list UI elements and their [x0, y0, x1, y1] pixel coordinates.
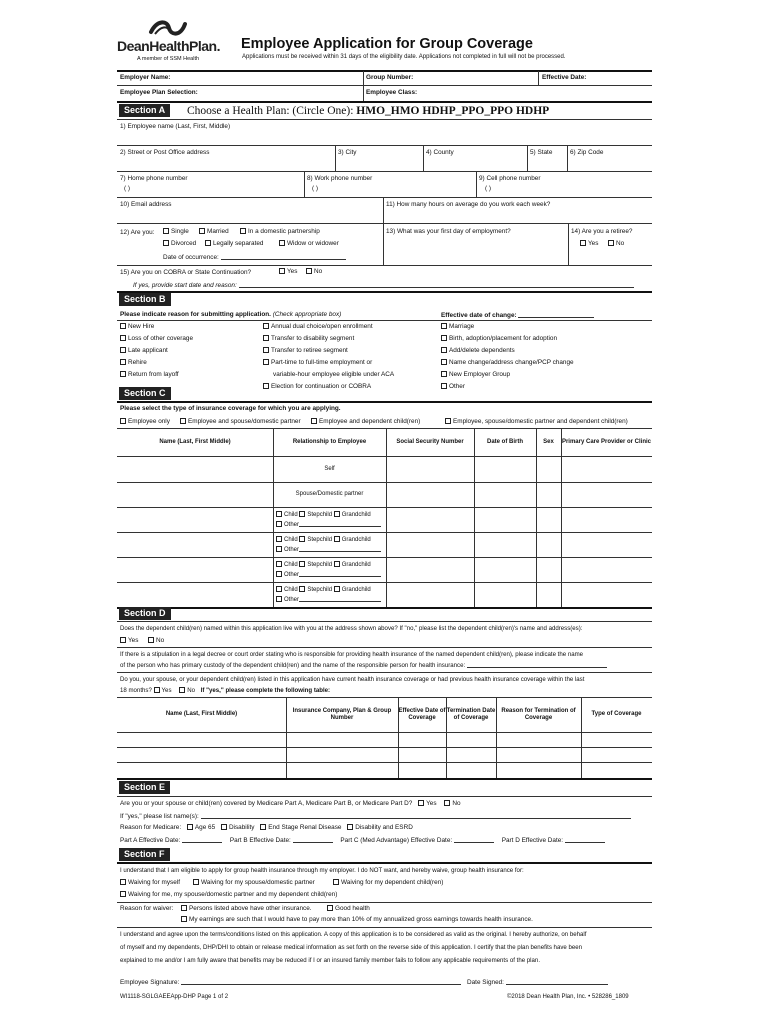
- retiree-no-label: No: [616, 240, 625, 247]
- occurrence-label: Date of occurrence:: [163, 254, 219, 261]
- prior-col-effective: Effective Date of Coverage: [398, 707, 446, 721]
- disability-checkbox[interactable]: [221, 824, 255, 831]
- medicare-yes-label: Yes: [426, 800, 437, 807]
- married-label: Married: [207, 228, 229, 235]
- prior-col-type: Type of Coverage: [591, 711, 642, 718]
- col-dob: Date of Birth: [487, 438, 523, 445]
- medicare-names-label: If "yes," please list name(s):: [120, 813, 199, 820]
- reason-return-layoff[interactable]: [120, 371, 179, 379]
- reason-cobra[interactable]: [263, 383, 371, 391]
- waiver-children[interactable]: [333, 879, 443, 887]
- reason-retiree-label: Transfer to retiree segment: [271, 347, 348, 354]
- home-phone-area: ( ): [124, 185, 131, 192]
- reason-rehire-label: Rehire: [128, 359, 147, 366]
- retiree-yes-label: Yes: [588, 240, 599, 247]
- change-marriage-label: Marriage: [449, 323, 475, 330]
- logo-tagline: A member of SSM Health: [137, 56, 200, 62]
- coverage-opt3-label: Employee and dependent child(ren): [319, 418, 421, 425]
- waiver-self[interactable]: [120, 879, 180, 887]
- age65-label: Age 65: [194, 824, 216, 831]
- section-e-tag: Section E: [119, 781, 170, 794]
- prior-col-reason: Reason for Termination of Coverage: [501, 707, 576, 721]
- choose-plan-text: Choose a Health Plan: (Circle One):: [187, 105, 354, 117]
- change-name-label: Name change/address change/PCP change: [449, 359, 574, 366]
- legal-decree-line2: of the person who has primary custody of the dependent child(ren) and the name of the responsible person for health insurance:: [120, 662, 466, 669]
- legal-decree-line1: If there is a stipulation in a legal decree or court order stating who is responsible for providing health insurance of the named dependent child(ren), please indicate the name: [120, 651, 584, 658]
- part-b-field[interactable]: [230, 837, 333, 844]
- waiver-all-label: Waiving for me, my spouse/domestic partner and my dependent child(ren): [128, 891, 338, 898]
- section-d-tag: Section D: [119, 607, 171, 620]
- reason-loss-label: Loss of other coverage: [128, 335, 194, 342]
- single-checkbox[interactable]: [163, 228, 189, 236]
- coverage-employee-children[interactable]: [311, 418, 420, 426]
- cobra-reason-field[interactable]: [133, 281, 634, 290]
- part-b-label: Part B Effective Date:: [229, 837, 291, 844]
- date-signed-label: Date Signed:: [467, 979, 504, 986]
- dep-yes-label: Yes: [128, 637, 139, 644]
- grandchild-label: Grandchild: [341, 512, 371, 518]
- choose-plan-label: [187, 104, 549, 118]
- page-subtitle: Applications must be received within 31 days of the eligibility date. Applications not completed in full will not be processed.: [242, 54, 566, 60]
- dependent-address-yes[interactable]: [120, 637, 138, 645]
- employee-name-field[interactable]: 1) Employee name (Last, First, Middle): [120, 123, 231, 130]
- change-new-group[interactable]: [441, 371, 510, 379]
- prior-coverage-line2: [120, 687, 330, 695]
- footer-copyright: ©2018 Dean Health Plan, Inc. • 528286_1809: [507, 994, 629, 1000]
- cobra-yes-checkbox[interactable]: [279, 268, 297, 276]
- county-field[interactable]: 4) County: [426, 149, 454, 156]
- separated-checkbox[interactable]: [205, 240, 263, 248]
- reason-late-label: Late applicant: [128, 347, 168, 354]
- age65-checkbox[interactable]: [187, 824, 215, 831]
- partnership-label: In a domestic partnership: [248, 228, 320, 235]
- section-a-tag: Section A: [119, 104, 170, 117]
- col-pcp: Primary Care Provider or Clinic: [561, 438, 652, 445]
- esrd-checkbox[interactable]: [260, 824, 341, 831]
- medicare-question: [120, 800, 461, 808]
- state-field[interactable]: 5) State: [530, 149, 553, 156]
- employer-name-field[interactable]: Employer Name:: [120, 74, 171, 81]
- waiver-earnings-label: My earnings are such that I would have to pay more than 10% of my annualized gross earnings towards health insurance.: [189, 916, 533, 923]
- row-self: Self: [324, 465, 335, 472]
- occurrence-field[interactable]: [163, 253, 346, 262]
- retiree-no-checkbox[interactable]: [608, 240, 624, 248]
- zip-field[interactable]: 6) Zip Code: [570, 149, 604, 156]
- cobra-no-checkbox[interactable]: [306, 268, 322, 276]
- reason-open-enrollment[interactable]: [263, 323, 373, 331]
- disability-label: Disability: [228, 824, 255, 831]
- stepchild-label: Stepchild: [307, 587, 333, 593]
- cell-phone-field[interactable]: 9) Cell phone number: [479, 175, 541, 182]
- dependent-address-no[interactable]: [148, 637, 164, 645]
- reason-new-hire[interactable]: [120, 323, 154, 331]
- plan-options[interactable]: HMO_HMO HDHP_PPO_PPO HDHP: [356, 105, 550, 117]
- disability-esrd-checkbox[interactable]: [347, 824, 413, 831]
- coverage-employee-only[interactable]: [120, 418, 170, 426]
- waiver-other-insurance[interactable]: [181, 905, 312, 913]
- prior-no-checkbox[interactable]: [179, 687, 195, 694]
- reason-open-enrollment-label: Annual dual choice/open enrollment: [271, 323, 373, 330]
- email-field[interactable]: 10) Email address: [120, 201, 172, 208]
- reason-late-applicant[interactable]: [120, 347, 168, 355]
- reason-disability[interactable]: [263, 335, 354, 343]
- stepchild-label: Stepchild: [307, 512, 333, 518]
- prior-table-instruction: If "yes," please complete the following table:: [200, 687, 331, 694]
- widow-checkbox[interactable]: [279, 240, 339, 248]
- logo: [117, 18, 229, 68]
- grandchild-label: Grandchild: [341, 537, 371, 543]
- coverage-instruction: Please select the type of insurance coverage for which you are applying.: [120, 405, 341, 412]
- grandchild-label: Grandchild: [341, 562, 371, 568]
- reason-label: [120, 311, 341, 319]
- col-relationship: Relationship to Employee: [292, 438, 367, 445]
- waiver-reason-label: Reason for waiver:: [120, 905, 174, 912]
- waiver-self-label: Waiving for myself: [128, 879, 180, 886]
- reason-loss-coverage[interactable]: [120, 335, 193, 343]
- date-signed-field[interactable]: [467, 978, 608, 987]
- medicare-names-field[interactable]: [120, 812, 631, 821]
- reason-hint: (Check appropriate box): [272, 311, 342, 318]
- dependent-address-question: Does the dependent child(ren) named within this application live with you at the address shown above? If "no," please list the dependent child(ren)'s name and address(es):: [120, 625, 583, 632]
- agreement-line3: explained to me and/or I am fully aware that benefits may be reduced if I or an insured family member fails to follow any applicable requirements of the plan.: [120, 957, 541, 964]
- coverage-employee-spouse[interactable]: [180, 418, 301, 426]
- part-c-label: Part C (Med Advantage) Effective Date:: [340, 837, 453, 844]
- change-group-label: New Employer Group: [449, 371, 511, 378]
- legal-decree-field[interactable]: [120, 661, 607, 670]
- plan-selection-field[interactable]: Employee Plan Selection:: [120, 89, 198, 96]
- part-a-field[interactable]: [120, 837, 222, 844]
- other-label: Other: [284, 597, 300, 603]
- prior-yes-checkbox[interactable]: [154, 687, 172, 694]
- hours-field[interactable]: 11) How many hours on average do you work each week?: [386, 201, 551, 208]
- cobra-no-label: No: [314, 268, 323, 275]
- reason-new-hire-label: New Hire: [128, 323, 155, 330]
- waiver-children-label: Waiving for my dependent child(ren): [341, 879, 444, 886]
- prior-coverage-line1: Do you, your spouse, or your dependent child(ren) listed in this application have current health insurance coverage or had previous health insurance coverage within the last: [120, 676, 585, 683]
- reason-return-label: Return from layoff: [128, 371, 179, 378]
- street-address-field[interactable]: 2) Street or Post Office address: [120, 149, 210, 156]
- change-dependents-label: Add/delete dependents: [449, 347, 515, 354]
- reason-full-time-label: Part-time to full-time employment or: [271, 359, 373, 366]
- agreement-line2: of myself and my dependents, DHP/DHI to obtain or release medical information as set forth on the reverse side of this application. I certify that the plan benefits have been: [120, 944, 583, 951]
- child-row[interactable]: [276, 510, 381, 530]
- medicare-question-text: Are you or your spouse or child(ren) covered by Medicare Part A, Medicare Part B, or Medicare Part D?: [120, 800, 413, 807]
- child-row[interactable]: [276, 560, 381, 580]
- part-c-field[interactable]: [340, 837, 494, 844]
- reason-disability-label: Transfer to disability segment: [271, 335, 355, 342]
- change-date-label: Effective date of change:: [441, 312, 517, 319]
- married-checkbox[interactable]: [199, 228, 229, 236]
- row-spouse: Spouse/Domestic partner: [295, 491, 364, 498]
- cell-phone-area: ( ): [485, 185, 492, 192]
- employee-class-field[interactable]: Employee Class:: [366, 89, 418, 96]
- city-field[interactable]: 3) City: [338, 149, 357, 156]
- part-d-label: Part D Effective Date:: [501, 837, 564, 844]
- effective-date-field[interactable]: Effective Date:: [542, 74, 587, 81]
- prior-col-termination: Termination Date of Coverage: [446, 707, 496, 721]
- esrd-label: End Stage Renal Disease: [268, 824, 342, 831]
- other-label: Other: [284, 547, 300, 553]
- change-birth-label: Birth, adoption/placement for adoption: [449, 335, 558, 342]
- change-dependents[interactable]: [441, 347, 515, 355]
- reason-cobra-label: Election for continuation or COBRA: [271, 383, 372, 390]
- stepchild-label: Stepchild: [307, 537, 333, 543]
- section-f-tag: Section F: [119, 848, 170, 861]
- change-other[interactable]: [441, 383, 465, 391]
- reason-full-time[interactable]: [263, 359, 372, 367]
- medicare-yes-checkbox[interactable]: [418, 800, 436, 807]
- reason-aca-label: variable-hour employee eligible under ACA: [273, 371, 395, 378]
- retiree-label: 14) Are you a retiree?: [571, 228, 633, 235]
- prior-yes-label: Yes: [161, 687, 172, 694]
- change-other-label: Other: [449, 383, 465, 390]
- other-label: Other: [284, 522, 300, 528]
- medicare-parts: [120, 836, 605, 845]
- signature-field[interactable]: [120, 978, 461, 987]
- prior-col-company: Insurance Company, Plan & Group Number: [292, 707, 392, 721]
- grandchild-label: Grandchild: [341, 587, 371, 593]
- waiver-earnings[interactable]: [181, 916, 533, 924]
- partnership-checkbox[interactable]: [240, 228, 320, 236]
- other-label: Other: [284, 572, 300, 578]
- coverage-opt2-label: Employee and spouse/domestic partner: [188, 418, 301, 425]
- medicare-reason: [120, 824, 413, 832]
- medicare-no-checkbox[interactable]: [444, 800, 460, 807]
- col-sex: Sex: [543, 438, 554, 445]
- waiver-spouse-label: Waiving for my spouse/domestic partner: [201, 879, 315, 886]
- dep-no-label: No: [156, 637, 165, 644]
- single-label: Single: [171, 228, 189, 235]
- divorced-checkbox[interactable]: [163, 240, 196, 248]
- home-phone-field[interactable]: 7) Home phone number: [120, 175, 188, 182]
- prior-no-label: No: [187, 687, 195, 694]
- child-label: Child: [284, 512, 298, 518]
- child-label: Child: [284, 537, 298, 543]
- waiver-good-health-label: Good health: [335, 905, 370, 912]
- stepchild-label: Stepchild: [307, 562, 333, 568]
- change-date-field[interactable]: [441, 311, 594, 320]
- part-a-label: Part A Effective Date:: [120, 837, 181, 844]
- col-ssn: Social Security Number: [396, 438, 464, 445]
- waiver-other-insurance-label: Persons listed above have other insurance.: [189, 905, 312, 912]
- group-number-field[interactable]: Group Number:: [366, 74, 414, 81]
- reason-retiree[interactable]: [263, 347, 348, 355]
- child-row[interactable]: [276, 535, 381, 555]
- separated-label: Legally separated: [213, 240, 264, 247]
- change-birth[interactable]: [441, 335, 557, 343]
- widow-label: Widow or widower: [287, 240, 339, 247]
- footer-form-id: WI1118-SGLGAEEApp-DHP Page 1 of 2: [120, 994, 229, 1000]
- child-label: Child: [284, 587, 298, 593]
- coverage-opt4-label: Employee, spouse/domestic partner and dependent child(ren): [453, 418, 628, 425]
- child-row[interactable]: [276, 585, 381, 605]
- cobra-label: 15) Are you on COBRA or State Continuation?: [120, 269, 252, 276]
- section-b-tag: Section B: [119, 293, 171, 306]
- waiver-all[interactable]: [120, 891, 337, 899]
- logo-swirl-icon: [147, 18, 187, 38]
- work-phone-area: ( ): [312, 185, 319, 192]
- marital-status-label: 12) Are you:: [120, 229, 155, 236]
- prior-18-months: 18 months?: [120, 687, 152, 694]
- logo-text: DeanHealthPlan.: [117, 38, 220, 54]
- prior-col-name: Name (Last, First Middle): [165, 711, 238, 718]
- change-marriage[interactable]: [441, 323, 474, 331]
- waiver-good-health[interactable]: [327, 905, 370, 913]
- cobra-reason-label: If yes, provide start date and reason:: [133, 282, 237, 289]
- first-day-field[interactable]: 13) What was your first day of employment?: [386, 228, 511, 235]
- waiver-spouse[interactable]: [193, 879, 315, 887]
- page-title: Employee Application for Group Coverage: [241, 36, 533, 52]
- medicare-no-label: No: [452, 800, 461, 807]
- agreement-line1: I understand and agree upon the terms/conditions listed on this application. A copy of this application is to be considered as valid as the original. I hereby authorize, on behalf: [120, 931, 587, 938]
- retiree-yes-checkbox[interactable]: [580, 240, 598, 248]
- waiver-intro: I understand that I am eligible to apply for group health insurance through my employer. I do NOT want, and hereby waive, group health insurance for:: [120, 867, 524, 874]
- change-name-address[interactable]: [441, 359, 574, 367]
- child-label: Child: [284, 562, 298, 568]
- divorced-label: Divorced: [171, 240, 197, 247]
- coverage-family[interactable]: [445, 418, 628, 426]
- part-d-field[interactable]: [502, 837, 605, 844]
- medicare-reason-label: Reason for Medicare:: [120, 824, 182, 831]
- reason-text: Please indicate reason for submitting application.: [120, 311, 271, 318]
- disability-esrd-label: Disability and ESRD: [355, 824, 413, 831]
- reason-rehire[interactable]: [120, 359, 147, 367]
- signature-label: Employee Signature:: [120, 979, 180, 986]
- col-name: Name (Last, First Middle): [159, 438, 231, 445]
- section-c-tag: Section C: [119, 387, 171, 400]
- cobra-yes-label: Yes: [287, 268, 298, 275]
- coverage-opt1-label: Employee only: [128, 418, 170, 425]
- work-phone-field[interactable]: 8) Work phone number: [307, 175, 373, 182]
